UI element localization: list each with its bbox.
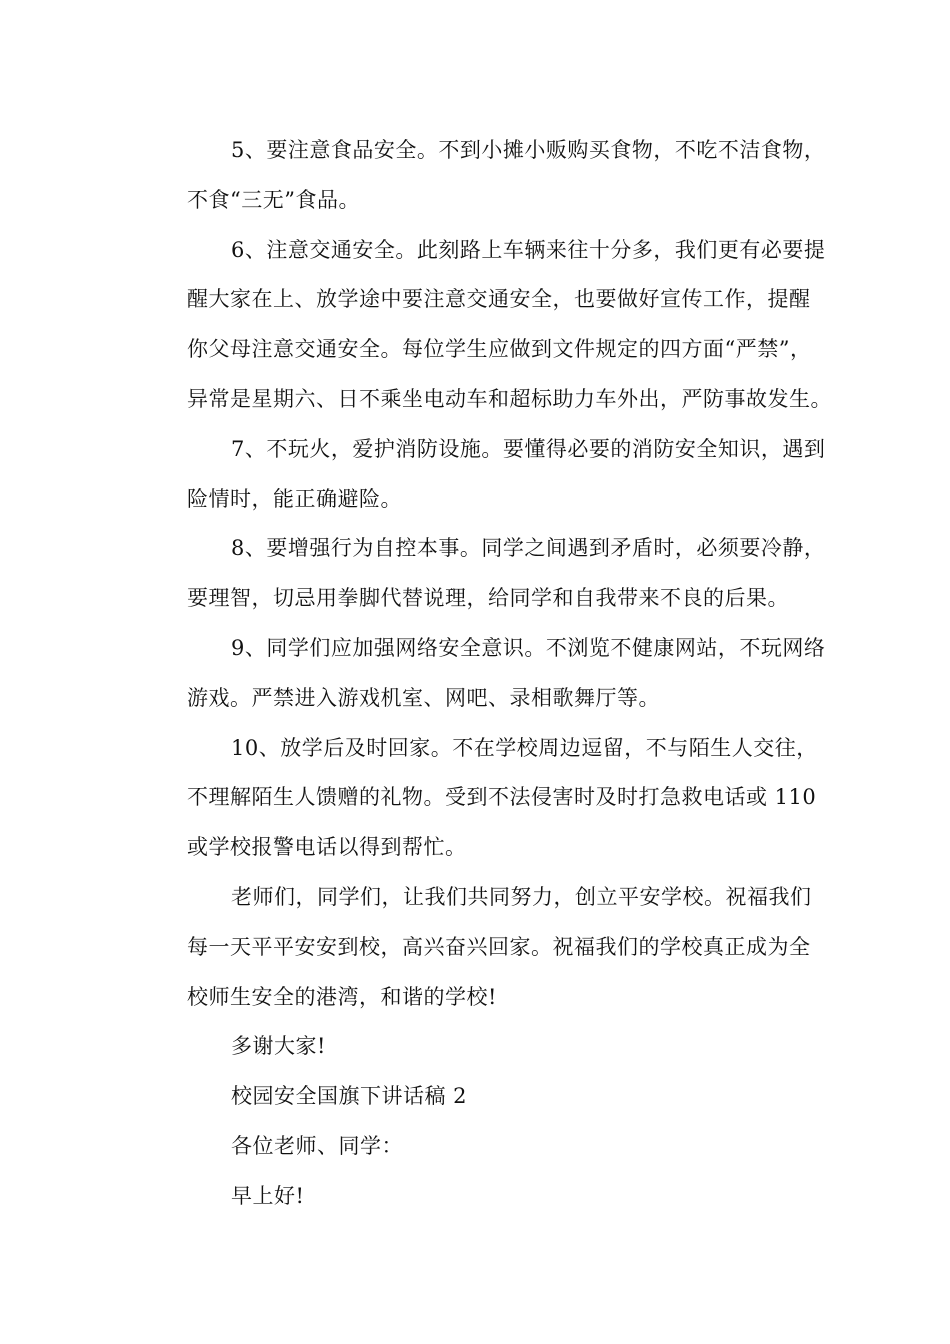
text-line: 校师生安全的港湾，和谐的学校!	[187, 984, 497, 1009]
text-line: 醒大家在上、放学途中要注意交通安全，也要做好宣传工作，提醒	[187, 287, 811, 312]
greeting-morning	[145, 1172, 815, 1222]
text-line: 老师们，同学们，让我们共同努力，创立平安学校。祝福我们	[231, 884, 812, 909]
text-line: 异常是星期六、日不乘坐电动车和超标助力车外出，严防事故发生。	[187, 386, 832, 411]
text-line: 早上好!	[231, 1183, 305, 1208]
paragraph-closing	[145, 873, 815, 1022]
text-line: 9、同学们应加强网络安全意识。不浏览不健康网站，不玩网络	[231, 635, 826, 660]
text-line: 校园安全国旗下讲话稿 2	[231, 1084, 468, 1109]
paragraph-item-10	[145, 724, 818, 873]
speech-title	[145, 1072, 815, 1122]
text-line: 5、要注意食品安全。不到小摊小贩购买食物，不吃不洁食物，	[231, 138, 826, 162]
text-line: 7、不玩火，爱护消防设施。要懂得必要的消防安全知识，遇到	[231, 436, 826, 461]
paragraph-item-7	[145, 425, 826, 525]
text-line: 游戏。严禁进入游戏机室、网吧、录相歌舞厅等。	[187, 685, 660, 710]
text-line: 险情时，能正确避险。	[187, 486, 402, 511]
text-line: 或学校报警电话以得到帮忙。	[187, 835, 467, 860]
document-body	[145, 126, 832, 1222]
paragraph-thanks	[145, 1022, 815, 1072]
paragraph-item-8	[145, 524, 826, 624]
text-line: 各位老师、同学：	[231, 1133, 403, 1158]
paragraph-item-6	[145, 226, 832, 425]
text-line: 你父母注意交通安全。每位学生应做到文件规定的四方面“严禁”，	[187, 337, 812, 362]
text-line: 10、放学后及时回家。不在学校周边逗留，不与陌生人交往，	[231, 735, 818, 760]
text-line: 不食“三无”食品。	[187, 187, 360, 212]
text-line: 不理解陌生人馈赠的礼物。受到不法侵害时及时打急救电话或 110	[187, 785, 817, 810]
text-line: 多谢大家!	[231, 1034, 326, 1059]
paragraph-item-5	[145, 126, 826, 226]
text-line: 每一天平平安安到校，高兴奋兴回家。祝福我们的学校真正成为全	[187, 934, 811, 959]
paragraph-item-9	[145, 624, 826, 724]
greeting-salutation	[145, 1122, 815, 1172]
text-line: 8、要增强行为自控本事。同学之间遇到矛盾时，必须要冷静，	[231, 536, 826, 561]
text-line: 要理智，切忌用拳脚代替说理，给同学和自我带来不良的后果。	[187, 586, 789, 611]
text-line: 6、注意交通安全。此刻路上车辆来往十分多，我们更有必要提	[231, 237, 826, 262]
